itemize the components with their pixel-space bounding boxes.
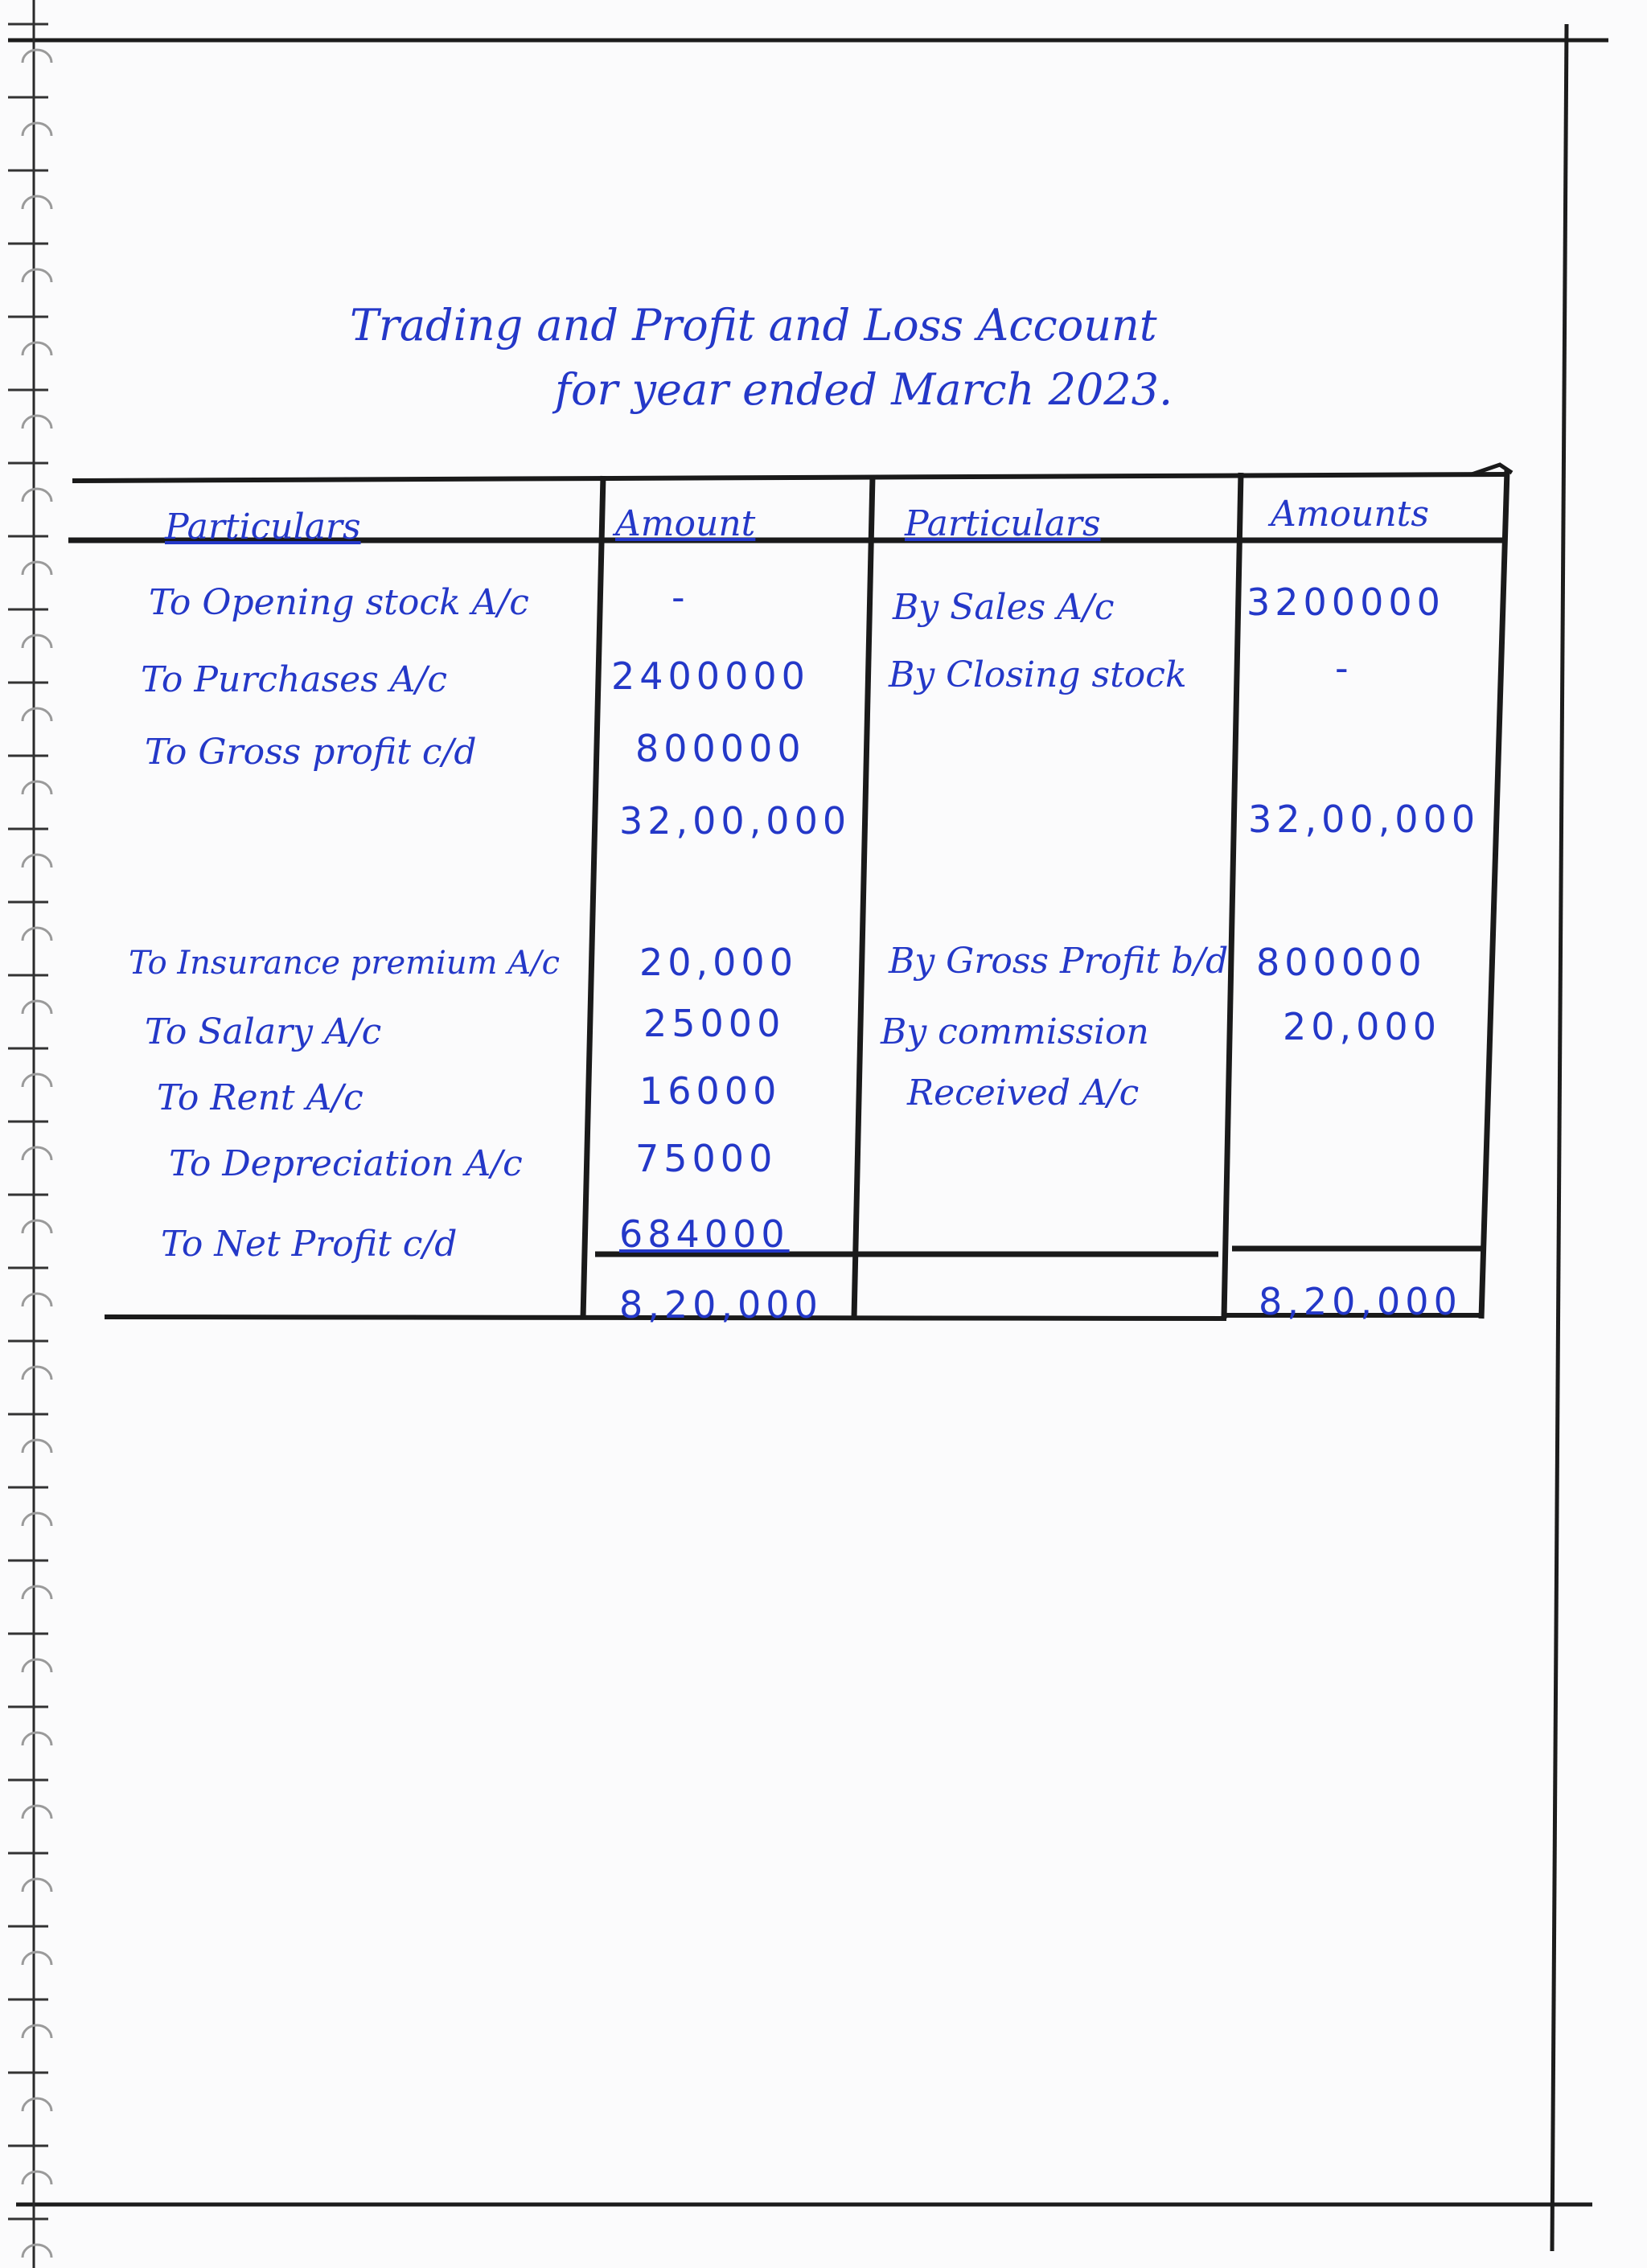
- header-right-amount: Amounts: [1271, 494, 1429, 535]
- binding-hole: [23, 1879, 51, 1892]
- header-left-amount: Amount: [615, 503, 756, 544]
- pl-debit-amount: 20,000: [639, 941, 798, 984]
- header-left-particulars: Particulars: [165, 507, 361, 548]
- trading-debit-amount: 2400000: [611, 654, 810, 698]
- trading-credit-total: 32,00,000: [1248, 798, 1481, 841]
- binding-hole: [23, 1513, 51, 1526]
- binding-hole: [23, 123, 51, 136]
- binding-hole: [23, 196, 51, 209]
- spiral-binding: [8, 24, 51, 2258]
- binding-hole: [23, 2245, 51, 2258]
- pl-debit-label: To Rent A/c: [157, 1077, 363, 1118]
- pl-debit-label: To Insurance premium A/c: [129, 945, 561, 982]
- binding-hole: [23, 342, 51, 355]
- pl-debit-label: To Depreciation A/c: [169, 1143, 523, 1184]
- pl-credit-amount: 20,000: [1283, 1005, 1441, 1048]
- trading-credit-amount: -: [1335, 646, 1353, 690]
- binding-hole: [23, 1367, 51, 1380]
- trading-credit-label: By Closing stock: [889, 654, 1187, 695]
- trading-debit-total: 32,00,000: [619, 799, 852, 843]
- binding-hole: [23, 1147, 51, 1160]
- binding-hole: [23, 708, 51, 721]
- binding-hole: [23, 1074, 51, 1087]
- trading-debit-label: To Opening stock A/c: [149, 582, 529, 623]
- binding-hole: [23, 416, 51, 429]
- binding-hole: [23, 928, 51, 941]
- binding-hole: [23, 1806, 51, 1819]
- binding-hole: [23, 1440, 51, 1453]
- trading-credit-label: By Sales A/c: [893, 587, 1115, 628]
- binding-hole: [23, 50, 51, 63]
- pl-debit-amount: 16000: [639, 1069, 782, 1113]
- trading-debit-amount: 800000: [635, 727, 806, 770]
- pl-credit-label: Received A/c: [907, 1072, 1140, 1113]
- binding-hole: [23, 2098, 51, 2111]
- pl-debit-label: To Net Profit c/d: [161, 1224, 458, 1265]
- page-right-rule: [1552, 24, 1567, 2251]
- pl-debit-amount: 25000: [643, 1002, 786, 1045]
- pl-credit-amount: 800000: [1256, 941, 1427, 984]
- binding-hole: [23, 269, 51, 282]
- binding-hole: [23, 1220, 51, 1233]
- pl-debit-amount: 75000: [635, 1137, 778, 1180]
- binding-hole: [23, 781, 51, 794]
- binding-hole: [23, 635, 51, 648]
- trading-debit-label: To Gross profit c/d: [145, 732, 477, 773]
- pl-debit-total: 8,20,000: [619, 1283, 823, 1327]
- binding-hole: [23, 2172, 51, 2184]
- binding-hole: [23, 562, 51, 575]
- binding-hole: [23, 2025, 51, 2038]
- pl-credit-label: By commission: [881, 1011, 1149, 1052]
- binding-hole: [23, 1659, 51, 1672]
- header-right-particulars: Particulars: [905, 503, 1101, 544]
- binding-hole: [23, 1001, 51, 1014]
- pl-credit-label: By Gross Profit b/d: [889, 941, 1229, 982]
- trading-credit-amount: 3200000: [1247, 580, 1445, 624]
- pl-debit-label: To Salary A/c: [145, 1011, 382, 1052]
- binding-hole: [23, 489, 51, 502]
- binding-hole: [23, 1294, 51, 1306]
- pl-credit-total: 8,20,000: [1259, 1280, 1462, 1323]
- account-period: for year ended March 2023.: [555, 364, 1173, 415]
- trading-debit-label: To Purchases A/c: [141, 659, 448, 700]
- binding-hole: [23, 1733, 51, 1745]
- binding-hole: [23, 855, 51, 867]
- binding-hole: [23, 1586, 51, 1599]
- account-title: Trading and Profit and Loss Account: [350, 300, 1157, 351]
- binding-hole: [23, 1952, 51, 1965]
- trading-debit-amount: -: [672, 576, 690, 619]
- pl-debit-amount: 684000: [619, 1212, 790, 1256]
